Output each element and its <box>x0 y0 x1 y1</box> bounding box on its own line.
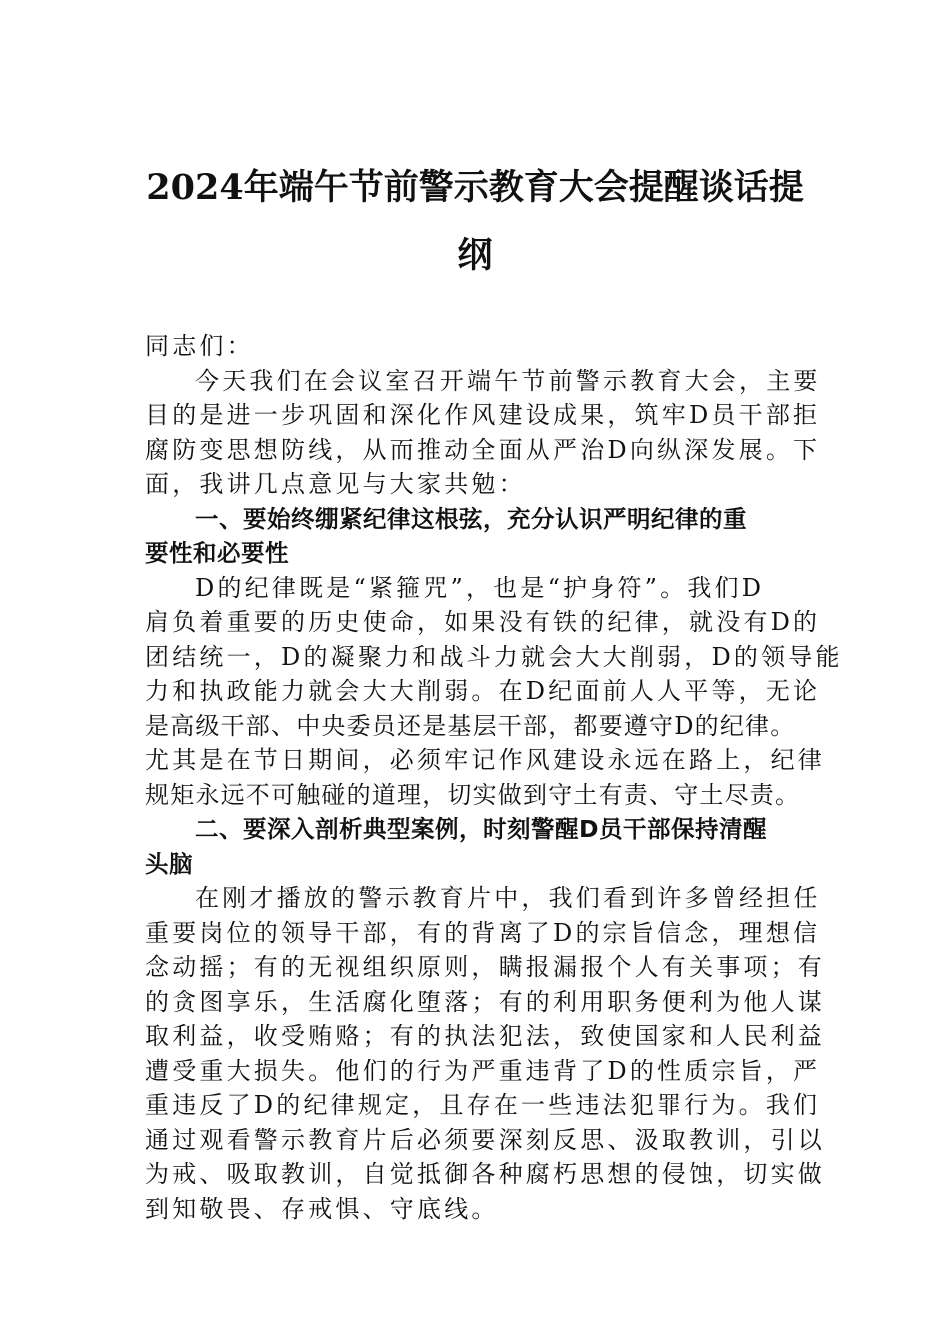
section-2-body-line: 取利益，收受贿赂；有的执法犯法，致使国家和人民利益 <box>145 1022 825 1050</box>
section-1-heading-line: 一、要始终绷紧纪律这根弦，充分认识严明纪律的重 <box>195 504 747 533</box>
section-1-body-line: 力和执政能力就会大大削弱。在D纪面前人人平等，无论 <box>145 677 821 705</box>
section-2-body-line: 为戒、吸取教训，自觉抵御各种腐朽思想的侵蚀，切实做 <box>145 1160 825 1188</box>
section-2-body-line: 重违反了D的纪律规定，且存在一些违法犯罪行为。我们 <box>145 1091 821 1119</box>
section-1-body-line: 尤其是在节日期间，必须牢记作风建设永远在路上，纪律 <box>145 746 825 774</box>
section-2-body-line: 到知敬畏、存戒惧、守底线。 <box>145 1194 499 1223</box>
section-1-body-line: 规矩永远不可触碰的道理，切实做到守土有责、守土尽责。 <box>145 780 801 809</box>
section-2-body-line: 的贪图享乐，生活腐化堕落；有的利用职务便利为他人谋 <box>145 987 825 1016</box>
document-title-line-2: 纲 <box>457 235 493 276</box>
intro-paragraph-line: 面，我讲几点意见与大家共勉： <box>145 470 526 498</box>
section-2-body-line: 通过观看警示教育片后必须要深刻反思、汲取教训，引以 <box>145 1125 825 1154</box>
section-2-body-line: 遭受重大损失。他们的行为严重违背了D的性质宗旨，严 <box>145 1056 821 1085</box>
document-title-line-1: 2024年端午节前警示教育大会提醒谈话提 <box>146 167 804 208</box>
section-1-heading-line: 要性和必要性 <box>145 539 289 567</box>
section-2-body-line: 念动摇；有的无视组织原则，瞒报漏报个人有关事项；有 <box>145 953 825 981</box>
section-1-body-line: D的纪律既是“紧箍咒”，也是“护身符”。我们D <box>195 573 765 602</box>
section-1-body-line: 肩负着重要的历史使命，如果没有铁的纪律，就没有D的 <box>145 608 821 636</box>
section-1-body-line: 团结统一，D的凝聚力和战斗力就会大大削弱，D的领导能 <box>145 642 843 671</box>
greeting: 同志们： <box>145 332 254 360</box>
document-body <box>145 329 843 1226</box>
intro-paragraph-line: 今天我们在会议室召开端午节前警示教育大会，主要 <box>195 366 821 395</box>
section-1-body-line: 是高级干部、中央委员还是基层干部，都要遵守D的纪律。 <box>145 711 796 740</box>
section-2-body-line: 重要岗位的领导干部，有的背离了D的宗旨信念，理想信 <box>145 918 821 947</box>
intro-paragraph-line: 目的是进一步巩固和深化作风建设成果，筑牢D员干部拒 <box>145 401 821 429</box>
section-2-heading-line: 头脑 <box>145 849 193 878</box>
section-2-body-line: 在刚才播放的警示教育片中，我们看到许多曾经担任 <box>195 884 821 912</box>
section-2-heading-line: 二、要深入剖析典型案例，时刻警醒D员干部保持清醒 <box>195 815 768 843</box>
intro-paragraph-line: 腐防变思想防线，从而推动全面从严治D向纵深发展。下 <box>145 435 821 464</box>
